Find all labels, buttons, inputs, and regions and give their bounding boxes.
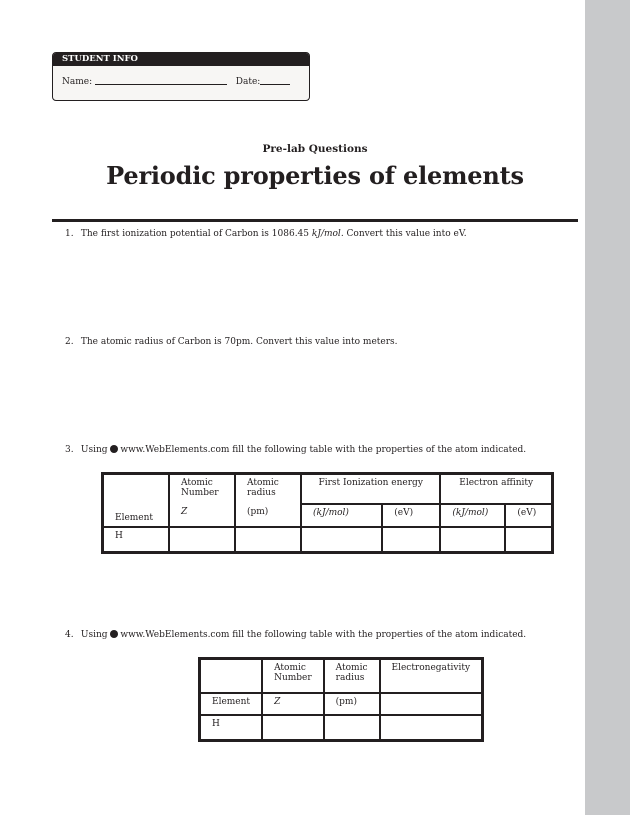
table-header-atomic-number: Atomic Number: [169, 474, 235, 505]
table-answer-cell[interactable]: [505, 527, 552, 553]
question-number: 4.: [65, 630, 74, 640]
table-header-blank: [200, 659, 263, 693]
question-number: 2.: [65, 337, 74, 347]
table-unit-pm: (pm): [235, 504, 301, 526]
student-info-row: [62, 75, 290, 87]
table-header-affinity: Electron affinity: [440, 474, 552, 505]
table-unit-kjmol-2: (kJ/mol): [440, 504, 505, 526]
question-1: [65, 229, 467, 239]
table-header-atomic-number: Atomic Number: [262, 659, 324, 693]
table-header-electronegativity: Electronegativity: [380, 659, 483, 693]
question-text: Using: [80, 445, 108, 455]
question-text: The first ionization potential of Carbon is 1086.45: [80, 229, 310, 239]
date-field[interactable]: [260, 75, 290, 85]
table-answer-cell[interactable]: [169, 527, 235, 553]
question-text-end: fill the following table with the properties of the atom indicated.: [232, 445, 527, 455]
properties-table-1: [101, 472, 554, 554]
question-3: [65, 445, 526, 455]
properties-table-2: [198, 657, 484, 742]
table-row-label-h: H: [103, 527, 170, 553]
question-number: 1.: [65, 229, 74, 239]
globe-icon: [110, 445, 118, 453]
table-unit-ev-2: (eV): [505, 504, 552, 526]
table-answer-cell[interactable]: [324, 715, 380, 741]
table-unit-blank: [380, 693, 483, 715]
unit-math: kJ/mol: [311, 229, 341, 239]
table-row-label-h: H: [200, 715, 263, 741]
webelements-link[interactable]: www.WebElements.com: [120, 445, 230, 455]
table-answer-cell[interactable]: [380, 715, 483, 741]
table-answer-cell[interactable]: [301, 527, 382, 553]
student-info-box: [52, 52, 310, 101]
name-label: Name:: [62, 77, 93, 87]
table-answer-cell[interactable]: [262, 715, 324, 741]
table-header-atomic-radius: Atomic radius: [235, 474, 301, 505]
title-divider: [52, 219, 578, 222]
page-title: Periodic properties of elements: [106, 161, 524, 190]
table-answer-cell[interactable]: [382, 527, 440, 553]
table-unit-ev: (eV): [382, 504, 440, 526]
table-header-atomic-radius: Atomic radius: [324, 659, 380, 693]
table-answer-cell[interactable]: [235, 527, 301, 553]
table-unit-z: Z: [169, 504, 235, 526]
student-info-header: STUDENT INFO: [53, 53, 309, 66]
globe-icon: [110, 630, 118, 638]
table-label-element: Element: [200, 693, 263, 715]
question-text-end: fill the following table with the properties of the atom indicated.: [232, 630, 527, 640]
name-field[interactable]: [95, 75, 227, 85]
date-label: Date:: [235, 77, 261, 87]
table-unit-pm: (pm): [324, 693, 380, 715]
question-text: The atomic radius of Carbon is 70pm. Convert this value into meters.: [80, 337, 398, 347]
question-number: 3.: [65, 445, 74, 455]
table-header-ionization: First Ionization energy: [301, 474, 440, 505]
question-2: [65, 337, 398, 347]
webelements-link[interactable]: www.WebElements.com: [120, 630, 230, 640]
page-subtitle: Pre-lab Questions: [262, 143, 368, 155]
page-margin-bar: [585, 0, 630, 815]
question-4: [65, 630, 526, 640]
table-answer-cell[interactable]: [440, 527, 505, 553]
table-unit-kjmol: (kJ/mol): [301, 504, 382, 526]
table-unit-z: Z: [262, 693, 324, 715]
question-text-end: . Convert this value into eV.: [340, 229, 467, 239]
table-header-element: Element: [103, 474, 170, 527]
question-text: Using: [80, 630, 108, 640]
